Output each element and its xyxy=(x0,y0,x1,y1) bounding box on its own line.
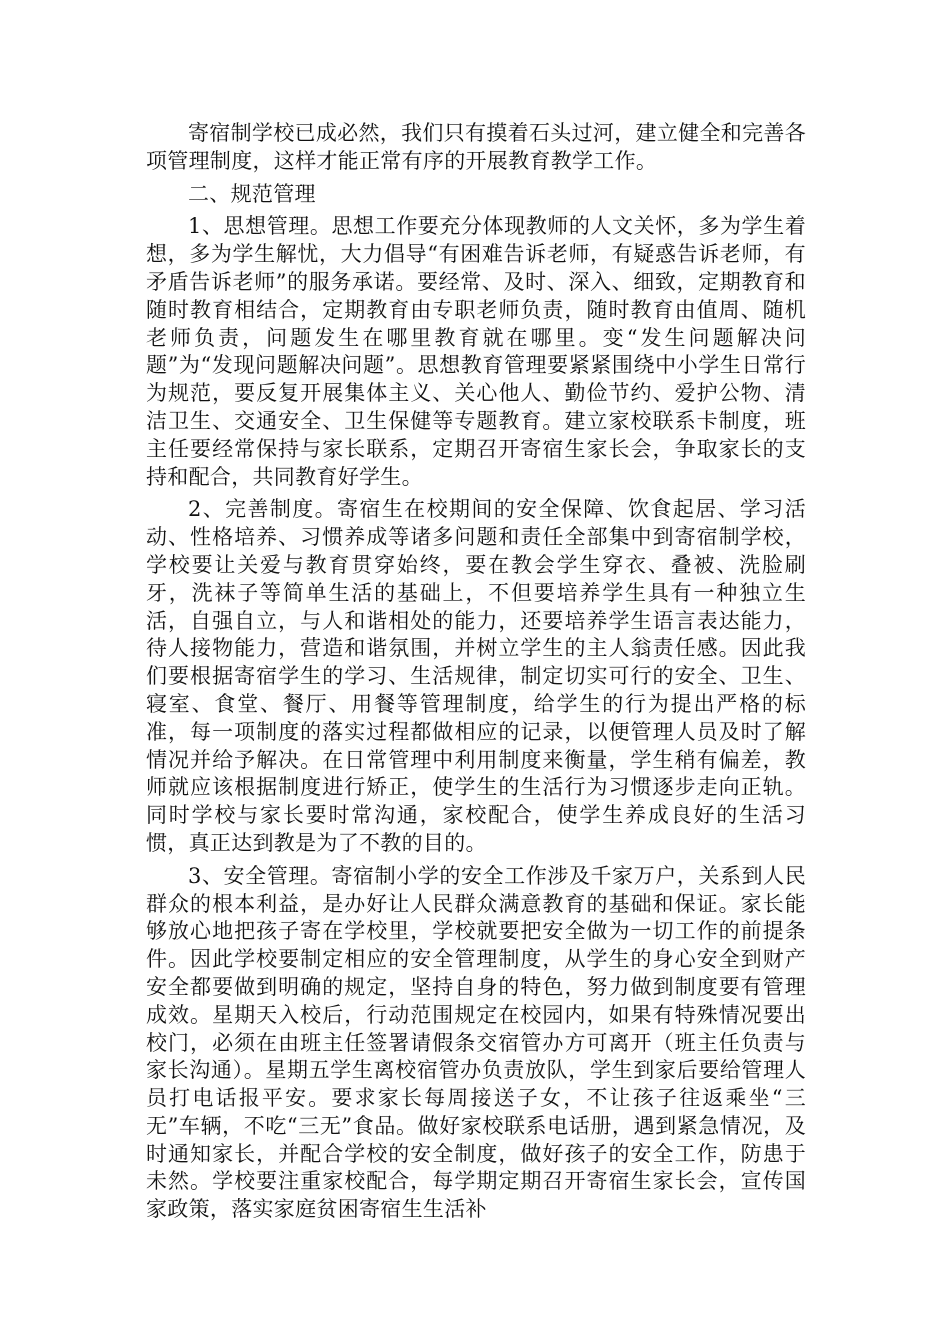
paragraph-safety-management: 3、安全管理。寄宿制小学的安全工作涉及千家万户，关系到人民群众的根本利益，是办好让人民群众满意教育的基础和保证。家长能够放心地把孩子寄在学校里，学校就要把安全做为一切工作的前提条件。因此学校要制定相应的安全管理制度，从学生的身心安全到财产安全都要做到明确的规定，坚持自身的特色，努力做到制度要有管理成效。星期天入校后，行动范围规定在校园内，如果有特殊情况要出校门，必须在由班主任签署请假条交宿管办方可离开（班主任负责与家长沟通）。星期五学生离校宿管办负责放队，学生到家后要给管理人员打电话报平安。要求家长每周接送子女，不让孩子往返乘坐“三无”车辆，不吃“三无”食品。做好家校联系电话册，遇到紧急情况，及时通知家长，并配合学校的安全制度，做好孩子的安全工作，防患于未然。学校要注重家校配合，每学期定期召开寄宿生家长会，宣传国家政策，落实家庭贫困寄宿生生活补 xyxy=(146,863,806,1222)
section-heading: 二、规范管理 xyxy=(188,181,316,206)
paragraph-system-improvement: 2、完善制度。寄宿生在校期间的安全保障、饮食起居、学习活动、性格培养、习惯养成等诸多问题和责任全部集中到寄宿制学校，学校要让关爱与教育贯穿始终，要在教会学生穿衣、叠被、洗脸刷牙，洗袜子等简单生活的基础上，不但要培养学生具有一种独立生活，自强自立，与人和谐相处的能力，还要培养学生语言表达能力，待人接物能力，营造和谐氛围，并树立学生的主人翁责任感。因此我们要根据寄宿学生的学习、生活规律，制定切实可行的安全、卫生、寝室、食堂、餐厅、用餐等管理制度，给学生的行为提出严格的标准，每一项制度的落实过程都做相应的记录，以便管理人员及时了解情况并给予解决。在日常管理中利用制度来衡量，学生稍有偏差，教师就应该根据制度进行矫正，使学生的生活行为习惯逐步走向正轨。同时学校与家长要时常沟通，家校配合，使学生养成良好的生活习惯，真正达到教是为了不教的目的。 xyxy=(146,497,806,855)
document-page xyxy=(146,120,806,1224)
intro-paragraph: 寄宿制学校已成必然，我们只有摸着石头过河，建立健全和完善各项管理制度，这样才能正常有序的开展教育教学工作。 xyxy=(146,121,806,173)
paragraph-thought-management: 1、思想管理。思想工作要充分体现教师的人文关怀，多为学生着想，多为学生解忧，大力倡导“有困难告诉老师，有疑惑告诉老师，有矛盾告诉老师”的服务承诺。要经常、及时、深入、细致，定期教育和随时教育相结合，定期教育由专职老师负责，随时教育由值周、随机老师负责，问题发生在哪里教育就在哪里。变“发生问题解决问题”为“发现问题解决问题”。思想教育管理要紧紧围绕中小学生日常行为规范，要反复开展集体主义、关心他人、勤俭节约、爱护公物、清洁卫生、交通安全、卫生保健等专题教育。建立家校联系卡制度，班主任要经常保持与家长联系，定期召开寄宿生家长会，争取家长的支持和配合，共同教育好学生。 xyxy=(146,214,806,489)
